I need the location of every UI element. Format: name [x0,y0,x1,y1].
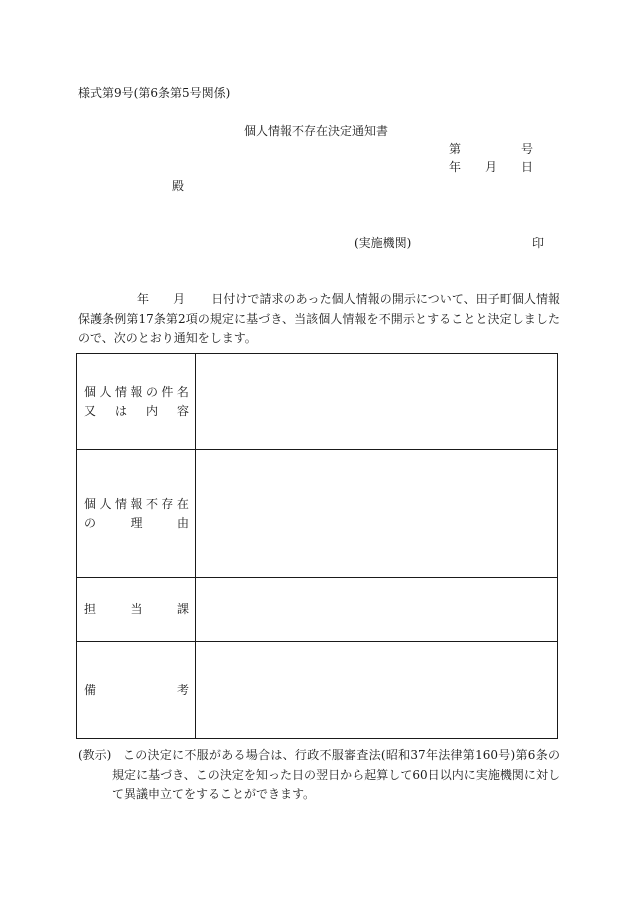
label-cell-department [77,578,196,642]
doc-number-dai: 第 [449,142,462,156]
seal-mark: 印 [532,236,545,250]
addressee-suffix: 殿 [172,179,185,193]
body-text: 日付けで請求のあった個人情報の開示について、田子町個人情報保護条例第17条第2項の規定に基づき、当該個人情報を不開示とすることと決定しましたので、次のとおり通知をします。 [78,292,560,345]
notice-label: (教示) [78,748,112,762]
date-year: 年 [449,160,462,174]
value-cell-department[interactable] [196,578,558,642]
label-line: の 理 由 [84,515,189,530]
label-cell-reason [77,450,196,578]
date-day: 日 [521,160,534,174]
value-cell-reason[interactable] [196,450,558,578]
notice-text: この決定に不服がある場合は、行政不服審査法(昭和37年法律第160号)第6条の規定に基づき、この決定を知った日の翌日から起算して60日以内に実施機関に対して異議申立てをすることができます。 [112,748,560,801]
label-line: 備 考 [84,682,189,697]
label-cell-item-name [77,354,196,450]
value-cell-item-name[interactable] [196,354,558,450]
table-row [77,578,558,642]
label-line: 個 人 情 報 の 件 名 [84,384,189,399]
value-cell-remarks[interactable] [196,642,558,739]
agency-label: (実施機関) [354,236,412,250]
date-month: 月 [485,160,498,174]
doc-number-go: 号 [521,142,534,156]
document-title: 個人情報不存在決定通知書 [244,124,389,138]
label-line: 個 人 情 報 不 存 在 [84,496,189,511]
table-row [77,354,558,450]
table-row [77,450,558,578]
label-line: 又 は 内 容 [84,403,189,418]
form-number: 様式第9号(第6条第5号関係) [78,86,231,100]
label-cell-remarks [77,642,196,739]
body-year: 年 [137,292,150,306]
body-paragraph [78,290,560,349]
appeal-notice [78,746,560,805]
body-month: 月 [173,292,186,306]
label-line: 担 当 課 [84,602,189,616]
table-row [77,642,558,739]
info-table [76,353,558,739]
